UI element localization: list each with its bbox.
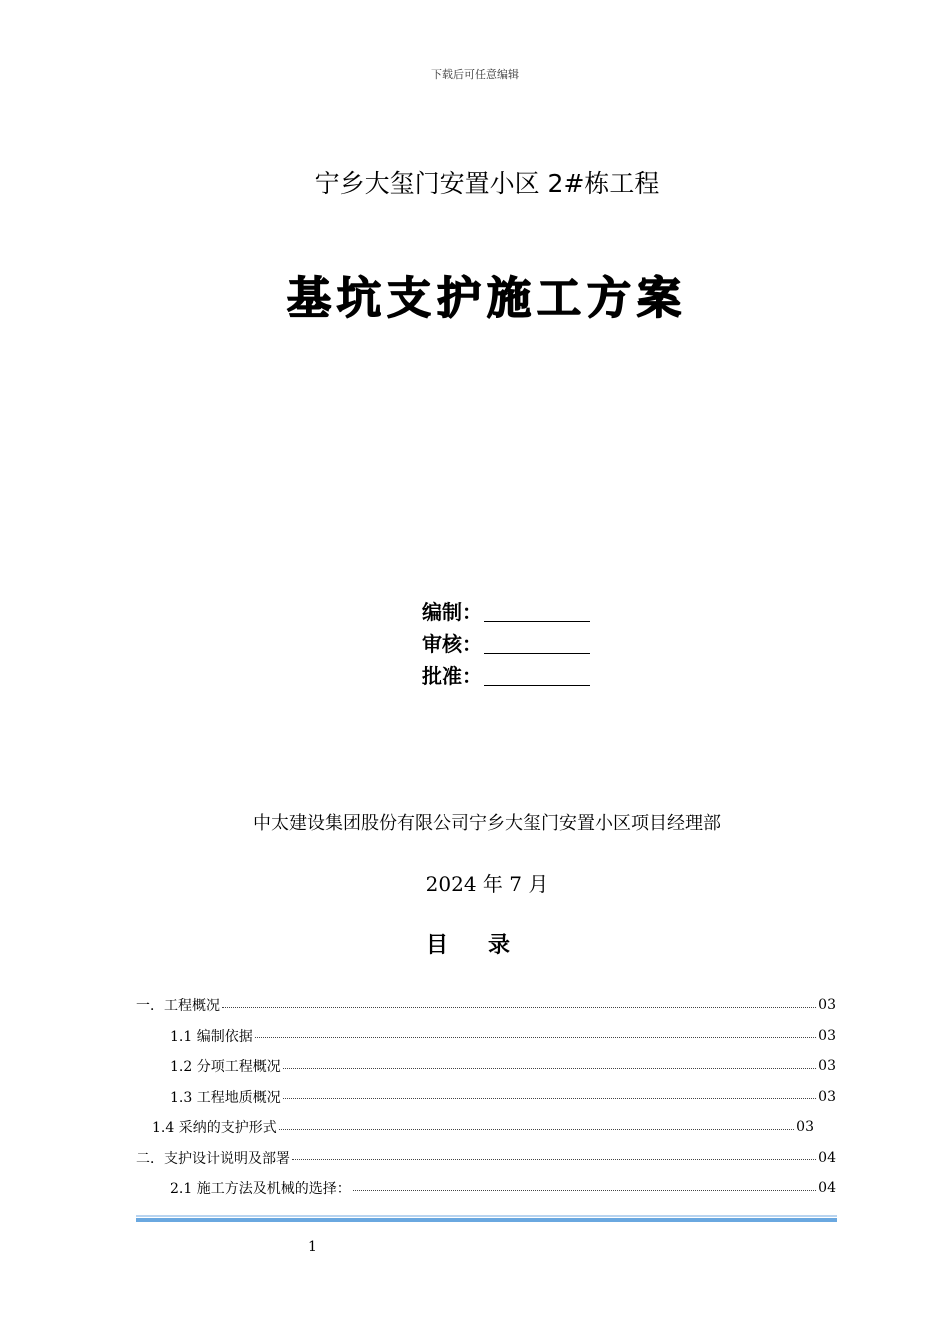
toc-dot-leader <box>283 1098 816 1099</box>
toc-entry-page: 03 <box>796 1119 814 1136</box>
signature-blank[interactable] <box>484 599 590 622</box>
project-title: 宁乡大玺门安置小区 2#栋工程 <box>314 169 660 198</box>
toc-entry-page: 04 <box>818 1180 836 1197</box>
toc-entry-page: 03 <box>818 1027 836 1044</box>
signature-label: 批准： <box>422 663 482 688</box>
document-date: 2024 年 7 月 <box>425 872 549 896</box>
signature-label: 审核： <box>422 631 482 656</box>
toc-dot-leader <box>222 1007 816 1008</box>
toc-entry[interactable] <box>136 1021 836 1052</box>
signature-row-compiled <box>422 594 590 626</box>
toc-entry-page: 04 <box>818 1149 836 1166</box>
toc-dot-leader <box>279 1129 794 1130</box>
toc-entry[interactable] <box>136 1082 836 1113</box>
toc-entry[interactable] <box>136 1051 836 1082</box>
toc-entry-label: 1.1 编制依据 <box>170 1028 253 1045</box>
signature-label: 编制： <box>422 599 482 624</box>
toc-dot-leader <box>353 1190 816 1191</box>
toc-entry-page: 03 <box>818 1058 836 1075</box>
toc-entry-page: 03 <box>818 1088 836 1105</box>
signature-row-approved <box>422 658 590 690</box>
toc-heading: 目录 <box>425 933 550 958</box>
toc-entry-label: 1.3 工程地质概况 <box>170 1089 281 1106</box>
document-title: 基坑支护施工方案 <box>287 273 687 324</box>
toc-entry[interactable] <box>136 1112 814 1143</box>
header-note: 下载后可任意编辑 <box>431 68 519 81</box>
signature-row-reviewed <box>422 626 590 658</box>
signature-block <box>422 594 590 690</box>
toc-entry-label: 二．支护设计说明及部署 <box>136 1150 290 1167</box>
toc-entry-page: 03 <box>818 997 836 1014</box>
toc-entry-label: 2.1 施工方法及机械的选择： <box>170 1181 351 1198</box>
table-of-contents <box>136 990 836 1204</box>
toc-dot-leader <box>292 1159 816 1160</box>
signature-blank[interactable] <box>484 631 590 654</box>
page-number: 1 <box>308 1239 317 1255</box>
toc-dot-leader <box>255 1037 816 1038</box>
toc-entry-label: 1.2 分项工程概况 <box>170 1059 281 1076</box>
toc-entry-label: 1.4 采纳的支护形式 <box>152 1120 277 1137</box>
toc-entry[interactable] <box>136 1173 836 1204</box>
footer-rule <box>136 1215 837 1222</box>
toc-dot-leader <box>283 1068 816 1069</box>
company-name: 中太建设集团股份有限公司宁乡大玺门安置小区项目经理部 <box>253 813 721 834</box>
toc-entry[interactable] <box>136 1143 836 1174</box>
toc-entry-label: 一．工程概况 <box>136 998 220 1015</box>
toc-entry[interactable] <box>136 990 836 1021</box>
signature-blank[interactable] <box>484 663 590 686</box>
